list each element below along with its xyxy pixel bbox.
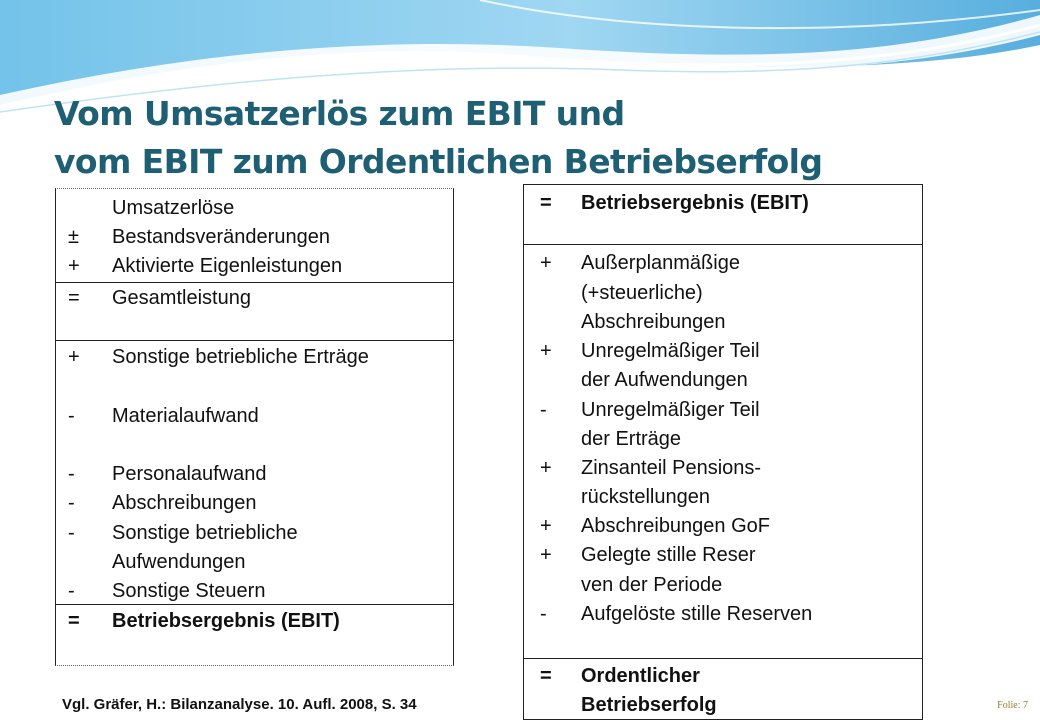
table-row [524, 307, 922, 337]
row-label: Unregelmäßiger Teil [581, 340, 760, 362]
page-title-line-2: vom EBIT zum Ordentlichen Betriebserfolg [54, 142, 823, 181]
row-label: der Erträge [581, 428, 682, 450]
table-row [56, 488, 453, 518]
row-label: Außerplanmäßige [581, 252, 740, 274]
row-operator: - [68, 463, 75, 485]
row-operator: + [540, 544, 552, 566]
row-label: Umsatzerlöse [112, 197, 235, 219]
table-row [56, 283, 453, 313]
row-label: der Aufwendungen [581, 369, 748, 391]
row-label: Materialaufwand [112, 405, 259, 427]
row-operator: = [68, 287, 80, 309]
row-operator: + [68, 255, 80, 277]
table-row [524, 599, 922, 629]
row-operator: + [540, 252, 552, 274]
table-row [524, 540, 922, 570]
row-label: Gesamtleistung [112, 287, 251, 309]
table-row [56, 576, 453, 606]
table-block [524, 185, 922, 244]
page-title-line-1: Vom Umsatzerlös zum EBIT und [54, 94, 625, 133]
row-operator: = [540, 665, 552, 687]
row-operator: - [68, 522, 75, 544]
table-row [524, 395, 922, 425]
row-label: Unregelmäßiger Teil [581, 399, 760, 421]
table-block [56, 604, 453, 666]
table-block [524, 244, 922, 659]
source-citation: Vgl. Gräfer, H.: Bilanzanalyse. 10. Aufl. 2008, S. 34 [62, 696, 417, 713]
row-label: Ordentlicher [581, 665, 700, 687]
table-row [524, 278, 922, 308]
table-row [524, 661, 922, 691]
row-operator: - [68, 492, 75, 514]
table-row [524, 248, 922, 278]
row-label: Betriebsergebnis (EBIT) [581, 192, 809, 214]
table-row [56, 222, 453, 252]
ebit-to-ordentlicher-betriebserfolg-table [523, 184, 923, 720]
row-label: Zinsanteil Pensions- [581, 457, 762, 479]
row-label: Gelegte stille Reser [581, 544, 756, 566]
table-row [524, 365, 922, 395]
row-operator: - [540, 399, 547, 421]
row-label: Abschreibungen [112, 492, 257, 514]
row-label: Sonstige betriebliche [112, 522, 298, 544]
row-label: Abschreibungen [581, 311, 726, 333]
table-row [56, 459, 453, 489]
row-operator: ± [68, 226, 79, 248]
row-label: Betriebsergebnis (EBIT) [112, 610, 340, 632]
table-row [56, 606, 453, 636]
row-label: Bestandsveränderungen [112, 226, 330, 248]
table-row [524, 690, 922, 720]
row-operator: + [540, 515, 552, 537]
row-label: ven der Periode [581, 574, 723, 596]
umsatz-to-ebit-table [55, 188, 454, 666]
page-title [54, 90, 822, 186]
table-row [524, 188, 922, 218]
row-label: Betriebserfolg [581, 694, 717, 716]
row-label: (+steuerliche) [581, 282, 703, 304]
slide-number: Folie: 7 [997, 700, 1028, 711]
row-operator: = [68, 610, 80, 632]
table-block [56, 189, 453, 282]
row-label: Personalaufwand [112, 463, 267, 485]
row-label: Sonstige Steuern [112, 580, 266, 602]
table-row [524, 482, 922, 512]
table-row [524, 336, 922, 366]
table-row [56, 342, 453, 372]
table-row [56, 547, 453, 577]
row-label: Aufwendungen [112, 551, 246, 573]
table-block [56, 282, 453, 341]
table-block [524, 658, 922, 720]
row-label: rückstellungen [581, 486, 710, 508]
table-row [524, 424, 922, 454]
row-label: Abschreibungen GoF [581, 515, 771, 537]
row-operator: + [540, 340, 552, 362]
table-row [56, 401, 453, 431]
row-label: Aktivierte Eigenleistungen [112, 255, 343, 277]
table-row [524, 570, 922, 600]
table-row [524, 453, 922, 483]
row-operator: - [68, 580, 75, 602]
row-operator: + [540, 457, 552, 479]
table-row [524, 511, 922, 541]
table-row [56, 193, 453, 223]
table-block [56, 340, 453, 605]
row-label: Sonstige betriebliche Erträge [112, 346, 369, 368]
row-operator: + [68, 346, 80, 368]
row-operator: = [540, 192, 552, 214]
table-row [56, 518, 453, 548]
row-operator: - [540, 603, 547, 625]
row-label: Aufgelöste stille Reserven [581, 603, 813, 625]
table-row [56, 251, 453, 281]
row-operator: - [68, 405, 75, 427]
